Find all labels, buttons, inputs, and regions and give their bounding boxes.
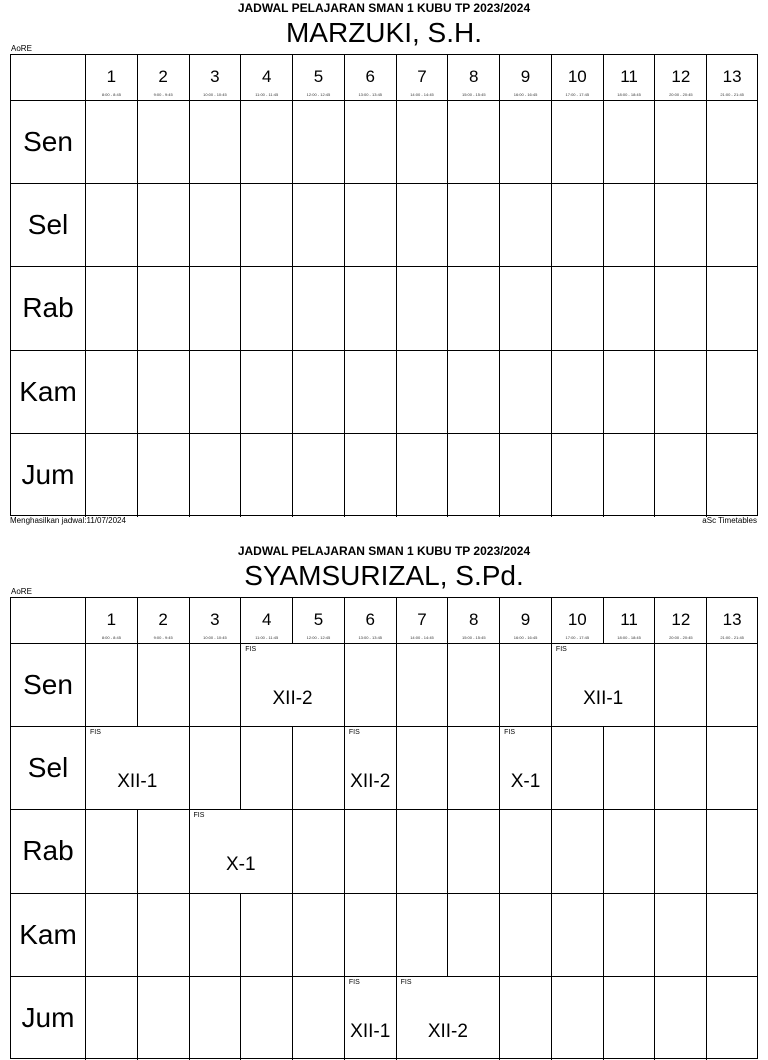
empty-slot[interactable] xyxy=(707,184,757,267)
empty-slot[interactable] xyxy=(707,351,757,434)
period-time: 17:00 - 17:45 xyxy=(565,92,590,97)
empty-slot[interactable] xyxy=(707,101,757,184)
period-time: 21:00 - 21:45 xyxy=(720,635,744,640)
empty-slot[interactable] xyxy=(293,894,345,977)
empty-slot[interactable] xyxy=(552,351,604,434)
subject-code: FIS xyxy=(245,646,257,653)
empty-slot[interactable] xyxy=(655,184,707,267)
empty-slot[interactable] xyxy=(86,810,138,893)
teacher-name: SYAMSURIZAL, S.Pd. xyxy=(244,560,524,591)
empty-slot[interactable] xyxy=(655,267,707,350)
day-label-jum: Jum xyxy=(11,434,86,517)
period-number: 9 xyxy=(520,67,531,86)
empty-slot[interactable] xyxy=(86,434,138,517)
period-number: 11 xyxy=(620,67,638,86)
empty-slot[interactable] xyxy=(655,644,707,727)
empty-slot[interactable] xyxy=(190,727,242,810)
period-header xyxy=(448,598,500,644)
period-header xyxy=(86,55,138,101)
empty-slot[interactable] xyxy=(397,644,449,727)
empty-slot[interactable] xyxy=(293,977,345,1060)
period-number: 1 xyxy=(106,610,117,629)
day-label-sen: Sen xyxy=(11,101,86,184)
period-time: 13:00 - 13:45 xyxy=(358,92,383,97)
period-number: 1 xyxy=(106,67,117,86)
period-number: 7 xyxy=(417,610,427,629)
empty-slot[interactable] xyxy=(86,977,138,1060)
empty-slot[interactable] xyxy=(500,434,552,517)
empty-slot[interactable] xyxy=(293,810,345,893)
empty-slot[interactable] xyxy=(241,351,293,434)
empty-slot[interactable] xyxy=(293,727,345,810)
empty-slot[interactable] xyxy=(190,644,242,727)
period-time: 16:00 - 16:45 xyxy=(513,635,538,640)
asc-timetables-brand: aSc Timetables xyxy=(702,516,757,525)
empty-slot[interactable] xyxy=(345,434,397,517)
empty-slot[interactable] xyxy=(241,184,293,267)
empty-slot[interactable] xyxy=(552,977,604,1060)
empty-slot[interactable] xyxy=(293,101,345,184)
empty-slot[interactable] xyxy=(397,810,449,893)
period-number: 6 xyxy=(365,610,375,629)
period-time: 21:00 - 21:45 xyxy=(720,92,744,97)
empty-slot[interactable] xyxy=(655,351,707,434)
period-number: 2 xyxy=(158,67,168,86)
empty-slot[interactable] xyxy=(293,267,345,350)
period-header xyxy=(138,598,190,644)
empty-slot[interactable] xyxy=(190,894,242,977)
empty-slot[interactable] xyxy=(345,644,397,727)
empty-slot[interactable] xyxy=(655,977,707,1060)
period-number: 12 xyxy=(671,610,691,629)
empty-slot[interactable] xyxy=(448,894,500,977)
day-label-sen: Sen xyxy=(11,644,86,727)
empty-slot[interactable] xyxy=(604,101,656,184)
period-header xyxy=(552,598,604,644)
corner-cell xyxy=(11,598,86,644)
period-header xyxy=(397,598,449,644)
empty-slot[interactable] xyxy=(138,644,190,727)
day-label-sel: Sel xyxy=(11,184,86,267)
empty-slot[interactable] xyxy=(86,101,138,184)
empty-slot[interactable] xyxy=(655,434,707,517)
subject-code: FIS xyxy=(90,729,101,737)
empty-slot[interactable] xyxy=(397,727,449,810)
class-name: X-1 xyxy=(510,771,541,793)
empty-slot[interactable] xyxy=(241,434,293,517)
empty-slot[interactable] xyxy=(190,267,242,350)
class-name: X-1 xyxy=(226,854,256,876)
empty-slot[interactable] xyxy=(86,351,138,434)
period-number: 8 xyxy=(469,610,479,629)
school-heading: JADWAL PELAJARAN SMAN 1 KUBU TP 2023/2024 xyxy=(237,544,531,558)
class-name: XII-2 xyxy=(350,771,391,793)
empty-slot[interactable] xyxy=(707,810,757,893)
empty-slot[interactable] xyxy=(345,267,397,350)
aore-label: AoRE xyxy=(11,587,32,596)
period-header xyxy=(707,598,757,644)
period-number: 8 xyxy=(469,67,479,86)
empty-slot[interactable] xyxy=(552,810,604,893)
period-number: 3 xyxy=(210,67,220,86)
empty-slot[interactable] xyxy=(655,101,707,184)
generated-date: Menghasilkan jadwal:11/07/2024 xyxy=(10,516,126,525)
period-number: 13 xyxy=(722,610,742,629)
period-time: 18:00 - 18:45 xyxy=(617,635,641,640)
empty-slot[interactable] xyxy=(552,727,604,810)
empty-slot[interactable] xyxy=(552,101,604,184)
day-label-rab: Rab xyxy=(11,810,86,893)
class-name: XII-1 xyxy=(350,1020,391,1042)
empty-slot[interactable] xyxy=(190,977,242,1060)
empty-slot[interactable] xyxy=(604,977,656,1060)
empty-slot[interactable] xyxy=(345,101,397,184)
empty-slot[interactable] xyxy=(345,351,397,434)
period-number: 5 xyxy=(313,610,324,629)
teacher-name: MARZUKI, S.H. xyxy=(285,17,482,48)
empty-slot[interactable] xyxy=(397,434,449,517)
period-number: 10 xyxy=(567,610,587,629)
empty-slot[interactable] xyxy=(138,351,190,434)
empty-slot[interactable] xyxy=(552,267,604,350)
empty-slot[interactable] xyxy=(86,267,138,350)
empty-slot[interactable] xyxy=(707,977,757,1060)
class-name: XII-2 xyxy=(272,688,313,709)
empty-slot[interactable] xyxy=(500,267,552,350)
empty-slot[interactable] xyxy=(138,894,190,977)
empty-slot[interactable] xyxy=(604,184,656,267)
empty-slot[interactable] xyxy=(293,184,345,267)
lesson-cell[interactable] xyxy=(190,810,294,893)
empty-slot[interactable] xyxy=(604,434,656,517)
empty-slot[interactable] xyxy=(552,434,604,517)
period-time: 18:00 - 18:45 xyxy=(617,92,641,97)
period-time: 9:00 - 9:45 xyxy=(153,635,173,640)
empty-slot[interactable] xyxy=(604,810,656,893)
period-time: 17:00 - 17:45 xyxy=(565,635,590,640)
period-header xyxy=(293,598,345,644)
empty-slot[interactable] xyxy=(604,267,656,350)
subject-code: FIS xyxy=(400,978,412,986)
period-header xyxy=(241,55,293,101)
period-time: 11:00 - 11:45 xyxy=(255,635,279,640)
period-time: 12:00 - 12:45 xyxy=(306,92,331,97)
lesson-cell[interactable] xyxy=(86,727,190,810)
empty-slot[interactable] xyxy=(604,351,656,434)
empty-slot[interactable] xyxy=(604,894,656,977)
empty-slot[interactable] xyxy=(345,810,397,893)
lesson-cell[interactable] xyxy=(345,977,397,1060)
empty-slot[interactable] xyxy=(138,267,190,350)
empty-slot[interactable] xyxy=(604,727,656,810)
period-time: 11:00 - 11:45 xyxy=(255,92,279,97)
empty-slot[interactable] xyxy=(707,727,757,810)
period-time: 10:00 - 10:45 xyxy=(203,92,227,97)
empty-slot[interactable] xyxy=(190,184,242,267)
period-number: 9 xyxy=(520,610,531,629)
period-time: 20:00 - 20:45 xyxy=(669,92,693,97)
period-time: 15:00 - 15:45 xyxy=(461,92,486,97)
empty-slot[interactable] xyxy=(241,894,293,977)
class-name: XII-1 xyxy=(583,688,624,709)
empty-slot[interactable] xyxy=(138,977,190,1060)
empty-slot[interactable] xyxy=(707,267,757,350)
empty-slot[interactable] xyxy=(500,894,552,977)
empty-slot[interactable] xyxy=(500,101,552,184)
empty-slot[interactable] xyxy=(448,644,500,727)
empty-slot[interactable] xyxy=(707,644,757,727)
lesson-cell[interactable] xyxy=(241,644,345,727)
empty-slot[interactable] xyxy=(500,644,552,727)
empty-slot[interactable] xyxy=(138,810,190,893)
period-number: 4 xyxy=(261,610,272,629)
empty-slot[interactable] xyxy=(500,184,552,267)
class-name: XII-1 xyxy=(117,771,158,793)
empty-slot[interactable] xyxy=(448,351,500,434)
period-time: 14:00 - 14:45 xyxy=(410,635,434,640)
period-header xyxy=(655,598,707,644)
period-header xyxy=(345,55,397,101)
day-label-jum: Jum xyxy=(11,977,86,1060)
empty-slot[interactable] xyxy=(190,351,242,434)
lesson-cell[interactable] xyxy=(345,727,397,810)
empty-slot[interactable] xyxy=(500,810,552,893)
period-number: 5 xyxy=(313,67,324,86)
period-header xyxy=(190,55,242,101)
period-header xyxy=(293,55,345,101)
empty-slot[interactable] xyxy=(138,101,190,184)
lesson-cell[interactable] xyxy=(552,644,656,727)
period-number: 4 xyxy=(261,67,272,86)
period-header xyxy=(604,598,656,644)
empty-slot[interactable] xyxy=(241,101,293,184)
empty-slot[interactable] xyxy=(397,351,449,434)
empty-slot[interactable] xyxy=(707,434,757,517)
lesson-cell[interactable] xyxy=(500,727,552,810)
subject-code: FIS xyxy=(348,729,360,737)
period-time: 16:00 - 16:45 xyxy=(513,92,538,97)
period-header xyxy=(448,55,500,101)
empty-slot[interactable] xyxy=(241,267,293,350)
period-time: 15:00 - 15:45 xyxy=(461,635,486,640)
timetable-grid xyxy=(10,54,758,516)
period-number: 13 xyxy=(722,67,742,86)
period-number: 11 xyxy=(620,610,638,629)
empty-slot[interactable] xyxy=(397,184,449,267)
empty-slot[interactable] xyxy=(241,977,293,1060)
period-time: 12:00 - 12:45 xyxy=(306,635,331,640)
empty-slot[interactable] xyxy=(655,810,707,893)
period-header xyxy=(190,598,242,644)
day-label-kam: Kam xyxy=(11,351,86,434)
empty-slot[interactable] xyxy=(190,101,242,184)
subject-code: FIS xyxy=(193,812,205,820)
empty-slot[interactable] xyxy=(448,434,500,517)
empty-slot[interactable] xyxy=(707,894,757,977)
period-number: 2 xyxy=(158,610,168,629)
subject-code: FIS xyxy=(348,978,360,986)
empty-slot[interactable] xyxy=(345,894,397,977)
period-number: 3 xyxy=(210,610,220,629)
empty-slot[interactable] xyxy=(293,434,345,517)
period-time: 10:00 - 10:45 xyxy=(203,635,227,640)
class-name: XII-2 xyxy=(427,1020,468,1042)
period-header xyxy=(500,598,552,644)
period-header xyxy=(500,55,552,101)
empty-slot[interactable] xyxy=(448,727,500,810)
empty-slot[interactable] xyxy=(552,184,604,267)
period-header xyxy=(655,55,707,101)
period-time: 8:00 - 8:45 xyxy=(101,92,121,97)
period-number: 10 xyxy=(567,67,587,86)
empty-slot[interactable] xyxy=(293,351,345,434)
period-number: 7 xyxy=(417,67,427,86)
period-header xyxy=(604,55,656,101)
empty-slot[interactable] xyxy=(397,267,449,350)
empty-slot[interactable] xyxy=(448,267,500,350)
period-number: 6 xyxy=(365,67,375,86)
period-time: 14:00 - 14:45 xyxy=(410,92,434,97)
day-label-rab: Rab xyxy=(11,267,86,350)
period-header xyxy=(345,598,397,644)
period-time: 9:00 - 9:45 xyxy=(153,92,173,97)
period-header xyxy=(707,55,757,101)
empty-slot[interactable] xyxy=(241,727,293,810)
empty-slot[interactable] xyxy=(345,184,397,267)
empty-slot[interactable] xyxy=(448,101,500,184)
empty-slot[interactable] xyxy=(448,810,500,893)
empty-slot[interactable] xyxy=(138,184,190,267)
day-label-kam: Kam xyxy=(11,894,86,977)
period-number: 12 xyxy=(671,67,691,86)
lesson-cell[interactable] xyxy=(397,977,501,1060)
empty-slot[interactable] xyxy=(500,977,552,1060)
subject-code: FIS xyxy=(555,646,567,653)
aore-label: AoRE xyxy=(11,44,32,53)
day-label-sel: Sel xyxy=(11,727,86,810)
empty-slot[interactable] xyxy=(86,184,138,267)
empty-slot[interactable] xyxy=(552,894,604,977)
empty-slot[interactable] xyxy=(86,894,138,977)
timetable-grid xyxy=(10,597,758,1059)
corner-cell xyxy=(11,55,86,101)
period-header xyxy=(241,598,293,644)
empty-slot[interactable] xyxy=(86,644,138,727)
period-time: 13:00 - 13:45 xyxy=(358,635,383,640)
subject-code: FIS xyxy=(504,729,516,737)
period-header xyxy=(397,55,449,101)
period-header xyxy=(86,598,138,644)
empty-slot[interactable] xyxy=(448,184,500,267)
empty-slot[interactable] xyxy=(190,434,242,517)
empty-slot[interactable] xyxy=(655,727,707,810)
period-time: 20:00 - 20:45 xyxy=(669,635,693,640)
empty-slot[interactable] xyxy=(397,894,449,977)
empty-slot[interactable] xyxy=(655,894,707,977)
empty-slot[interactable] xyxy=(500,351,552,434)
period-header xyxy=(138,55,190,101)
period-header xyxy=(552,55,604,101)
empty-slot[interactable] xyxy=(397,101,449,184)
period-time: 8:00 - 8:45 xyxy=(101,635,121,640)
empty-slot[interactable] xyxy=(138,434,190,517)
school-heading: JADWAL PELAJARAN SMAN 1 KUBU TP 2023/2024 xyxy=(237,1,531,15)
